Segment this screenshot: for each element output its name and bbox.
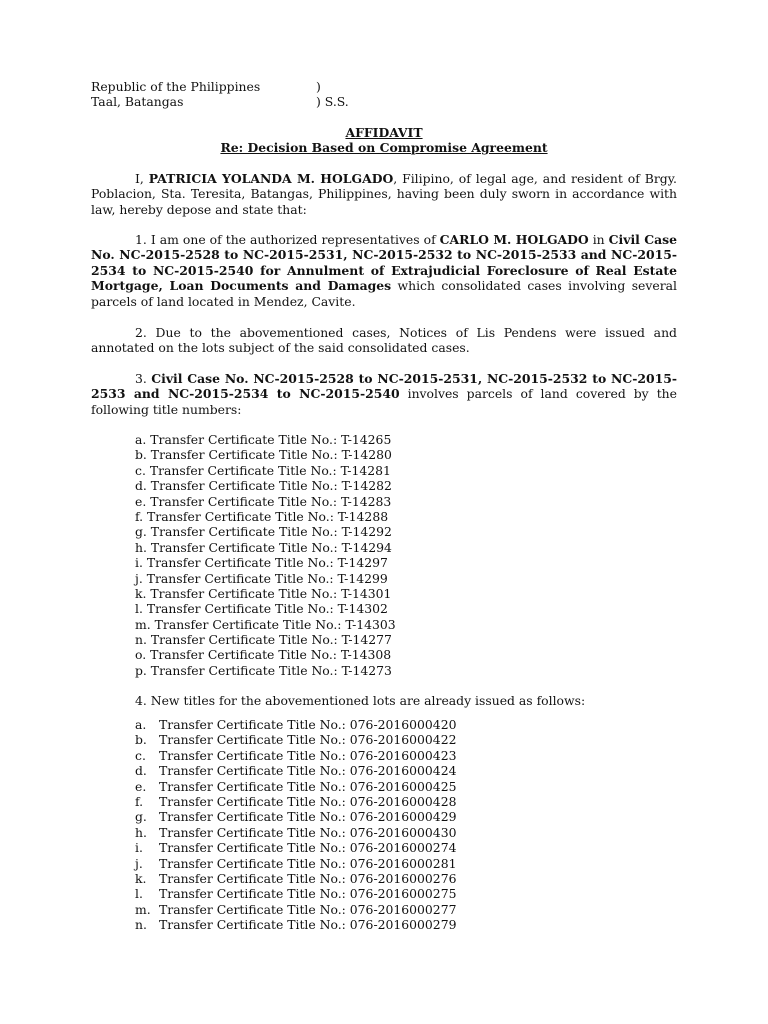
new-title-text: Transfer Certificate Title No.: 076-2016000428 <box>159 793 457 809</box>
p3-text-1: 3. <box>135 371 152 386</box>
new-title-text: Transfer Certificate Title No.: 076-2016000281 <box>159 855 457 871</box>
old-title-item: o. Transfer Certificate Title No.: T-14308 <box>135 647 392 663</box>
old-title-item: l. Transfer Certificate Title No.: T-14302 <box>135 601 388 617</box>
old-title-item: g. Transfer Certificate Title No.: T-14292 <box>135 524 392 540</box>
venue-ss: ) S.S. <box>316 94 349 109</box>
new-title-letter: e. <box>135 778 147 794</box>
new-title-text: Transfer Certificate Title No.: 076-2016000276 <box>159 870 457 886</box>
new-title-letter: n. <box>135 917 147 933</box>
old-title-item: f. Transfer Certificate Title No.: T-14288 <box>135 508 389 524</box>
new-title-letter: d. <box>135 763 147 779</box>
old-title-item: c. Transfer Certificate Title No.: T-14281 <box>135 462 391 478</box>
old-title-item: a. Transfer Certificate Title No.: T-14265 <box>135 432 392 447</box>
new-title-text: Transfer Certificate Title No.: 076-2016000274 <box>159 840 457 856</box>
old-title-item: j. Transfer Certificate Title No.: T-14299 <box>135 570 388 586</box>
p3-case-reference: Civil Case No. NC-2015-2528 to NC-2015-2531, NC-2015-2532 to NC-2015-2533 and NC-2015-2534 to NC-2015-2540 <box>91 371 677 402</box>
new-title-text: Transfer Certificate Title No.: 076-2016000429 <box>159 809 457 825</box>
old-title-item: b. Transfer Certificate Title No.: T-14280 <box>135 447 392 463</box>
old-title-item: k. Transfer Certificate Title No.: T-14301 <box>135 585 392 601</box>
document-title: AFFIDAVIT <box>345 125 423 140</box>
new-title-text: Transfer Certificate Title No.: 076-2016000423 <box>159 747 457 763</box>
new-title-text: Transfer Certificate Title No.: 076-2016000422 <box>159 732 457 748</box>
new-title-letter: g. <box>135 809 147 825</box>
old-title-item: d. Transfer Certificate Title No.: T-14282 <box>135 478 392 494</box>
new-title-letter: c. <box>135 747 146 763</box>
new-title-text: Transfer Certificate Title No.: 076-2016000420 <box>159 717 457 732</box>
new-title-letter: f. <box>135 793 144 809</box>
new-title-text: Transfer Certificate Title No.: 076-2016000275 <box>159 886 457 902</box>
new-title-text: Transfer Certificate Title No.: 076-2016000425 <box>159 778 457 794</box>
paragraph-2 <box>91 325 677 356</box>
old-title-item: n. Transfer Certificate Title No.: T-14277 <box>135 632 392 648</box>
principal-name: CARLO M. HOLGADO <box>439 232 589 247</box>
new-title-text: Transfer Certificate Title No.: 076-2016000424 <box>159 763 457 779</box>
old-title-item: i. Transfer Certificate Title No.: T-14297 <box>135 555 388 571</box>
p4-text: 4. New titles for the abovementioned lots are already issued as follows: <box>135 693 586 708</box>
new-title-letter: l. <box>135 886 143 902</box>
old-title-item: e. Transfer Certificate Title No.: T-14283 <box>135 493 392 509</box>
intro-paragraph <box>91 171 677 217</box>
new-title-letter: j. <box>135 855 143 871</box>
old-title-item: p. Transfer Certificate Title No.: T-14273 <box>135 662 392 678</box>
old-title-item: h. Transfer Certificate Title No.: T-14294 <box>135 539 392 555</box>
affiant-name: PATRICIA YOLANDA M. HOLGADO <box>148 171 394 186</box>
venue-country: Republic of the Philippines <box>91 79 261 94</box>
old-title-item: m. Transfer Certificate Title No.: T-14303 <box>135 616 396 632</box>
p3-text-2: involves parcels of land covered by the following title numbers: <box>91 386 677 417</box>
p1-text-1: 1. I am one of the authorized representatives of <box>135 232 440 247</box>
new-title-letter: m. <box>135 901 151 917</box>
new-title-text: Transfer Certificate Title No.: 076-2016000279 <box>159 917 457 933</box>
intro-prefix: I, <box>135 171 149 186</box>
new-title-text: Transfer Certificate Title No.: 076-2016000277 <box>159 901 457 917</box>
paragraph-4 <box>91 693 677 708</box>
old-title-list <box>135 432 396 678</box>
paragraph-3 <box>91 371 677 417</box>
new-title-letter: h. <box>135 824 147 840</box>
venue-municipality: Taal, Batangas <box>91 94 184 109</box>
new-title-letter: i. <box>135 840 143 856</box>
new-title-text: Transfer Certificate Title No.: 076-2016000430 <box>159 824 457 840</box>
document-subtitle: Re: Decision Based on Compromise Agreement <box>220 140 548 155</box>
p2-text: 2. Due to the abovementioned cases, Notices of Lis Pendens were issued and annotated on the lots subject of the said consolidated cases. <box>91 325 677 356</box>
paragraph-1 <box>91 232 677 309</box>
new-title-letter: a. <box>135 717 147 732</box>
venue-paren-1: ) <box>316 79 321 94</box>
p1-text-3: which consolidated cases involving several parcels of land located in Mendez, Cavite. <box>91 278 677 309</box>
p1-text-2: in <box>588 232 609 247</box>
civil-case-reference: Civil Case No. NC-2015-2528 to NC-2015-2531, NC-2015-2532 to NC-2015-2533 and NC-2015-2534 to NC-2015-2540 for Annulment of Extrajudicial Foreclosure of Real Estate Mortgage, Loan Documents and Damages <box>91 232 677 294</box>
new-title-letter: b. <box>135 732 147 748</box>
intro-rest: , Filipino, of legal age, and resident of Brgy. Poblacion, Sta. Teresita, Batangas, Philippines, having been duly sworn in accordance with law, hereby depose and state that: <box>91 171 677 217</box>
new-title-letter: k. <box>135 870 147 886</box>
